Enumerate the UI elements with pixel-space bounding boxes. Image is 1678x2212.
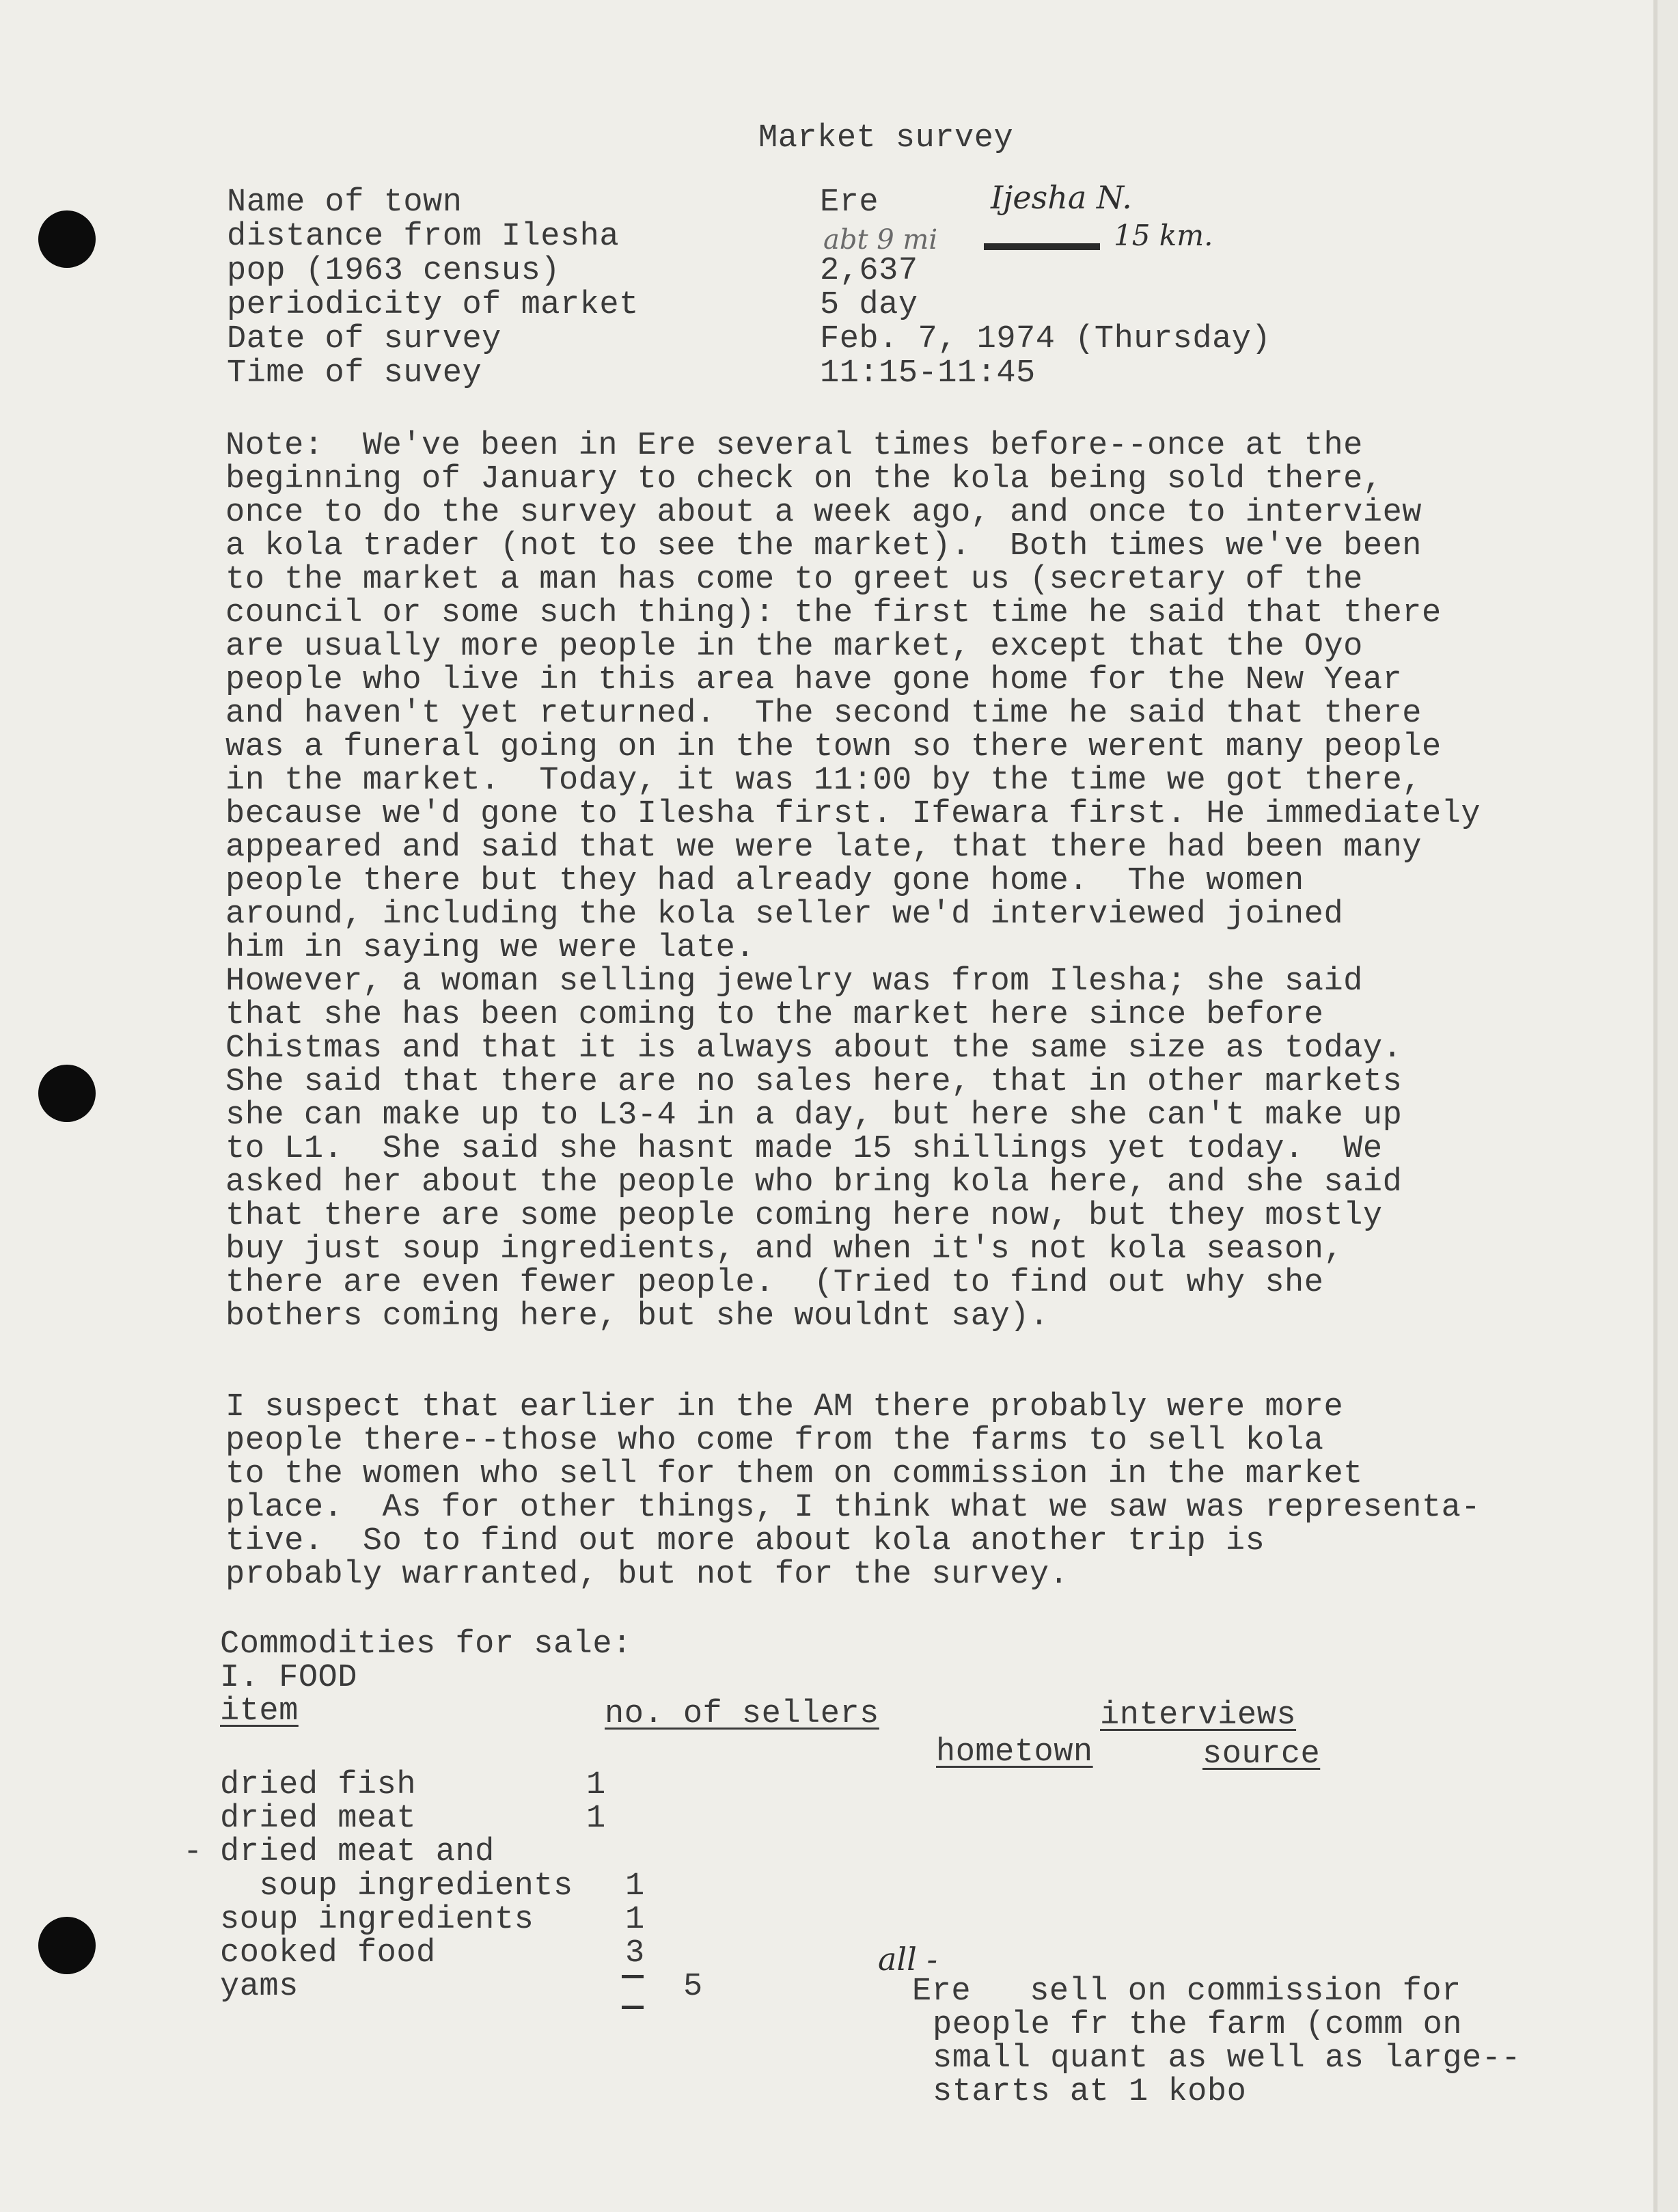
note-line: buy just soup ingredients, and when it's not kola season, bbox=[225, 1231, 1344, 1268]
note-line: that there are some people coming here now, but they mostly bbox=[225, 1198, 1383, 1234]
note-line: because we'd gone to Ilesha first. Ifewara first. He immediately bbox=[225, 796, 1481, 832]
note-line: and haven't yet returned. The second time he said that there bbox=[225, 696, 1422, 732]
field-label: pop (1963 census) bbox=[227, 253, 560, 289]
note-line: to L1. She said she hasnt made 15 shillings yet today. We bbox=[225, 1131, 1383, 1167]
field-value: 5 day bbox=[820, 287, 918, 323]
note-line: council or some such thing): the first time he said that there bbox=[225, 595, 1442, 631]
table-row-item: dried meat bbox=[220, 1801, 417, 1837]
note-line: She said that there are no sales here, that in other markets bbox=[225, 1064, 1403, 1100]
table-row-item: dried meat and bbox=[220, 1834, 495, 1870]
note-line: once to do the survey about a week ago, and once to interview bbox=[225, 495, 1422, 531]
note-line: a kola trader (not to see the market). Both times we've been bbox=[225, 528, 1422, 564]
yams-note-line: Ere sell on commission for bbox=[912, 1974, 1461, 2010]
suspect-line: place. As for other things, I think what we saw was representa- bbox=[225, 1490, 1481, 1526]
table-row-item: soup ingredients bbox=[220, 1868, 573, 1904]
note-line: bothers coming here, but she wouldnt say). bbox=[225, 1298, 1049, 1335]
note-line: are usually more people in the market, except that the Oyo bbox=[225, 629, 1363, 665]
handwritten-distance-km: 15 km. bbox=[1114, 219, 1213, 252]
section-food: I. FOOD bbox=[220, 1660, 357, 1696]
handwritten-all-mark: all - bbox=[878, 1941, 938, 1978]
note-line: appeared and said that we were late, that there had been many bbox=[225, 830, 1422, 866]
suspect-line: probably warranted, but not for the survey. bbox=[225, 1557, 1069, 1593]
note-line: around, including the kola seller we'd interviewed joined bbox=[225, 897, 1344, 933]
field-label: periodicity of market bbox=[227, 287, 639, 323]
table-row-item: soup ingredients bbox=[220, 1902, 534, 1938]
table-row-item: yams bbox=[220, 1969, 299, 2005]
table-row-sellers: 1 bbox=[625, 1902, 645, 1938]
field-label: distance from Ilesha bbox=[227, 219, 620, 255]
column-header-sellers: no. of sellers bbox=[605, 1696, 879, 1732]
field-value: 2,637 bbox=[820, 253, 918, 289]
note-line: people there but they had already gone home. The women bbox=[225, 863, 1304, 899]
binder-hole bbox=[38, 1065, 96, 1122]
column-header-source: source bbox=[1202, 1736, 1321, 1773]
note-line: Note: We've been in Ere several times before--once at the bbox=[225, 428, 1363, 464]
overtyped-mark bbox=[622, 1975, 644, 2009]
note-line: there are even fewer people. (Tried to find out why she bbox=[225, 1265, 1324, 1301]
table-row-sellers: 1 bbox=[586, 1767, 606, 1803]
note-line: him in saying we were late. bbox=[225, 930, 756, 966]
table-row-item: dried fish bbox=[220, 1767, 417, 1803]
table-row-sellers: 1 bbox=[625, 1868, 645, 1904]
field-value: Ere bbox=[820, 185, 879, 221]
yams-note-line: people fr the farm (comm on bbox=[933, 2007, 1463, 2043]
dash-mark: - bbox=[183, 1834, 203, 1870]
note-line: However, a woman selling jewelry was from Ilesha; she said bbox=[225, 964, 1363, 1000]
yams-note-line: small quant as well as large-- bbox=[933, 2040, 1522, 2077]
suspect-line: to the women who sell for them on commission in the market bbox=[225, 1456, 1363, 1492]
suspect-line: I suspect that earlier in the AM there probably were more bbox=[225, 1389, 1344, 1425]
note-line: she can make up to L3-4 in a day, but here she can't make up bbox=[225, 1097, 1403, 1134]
note-line: asked her about the people who bring kola here, and she said bbox=[225, 1164, 1403, 1201]
note-line: was a funeral going on in the town so there werent many people bbox=[225, 729, 1442, 765]
table-row-sellers: 5 bbox=[683, 1969, 703, 2005]
note-line: Chistmas and that it is always about the same size as today. bbox=[225, 1030, 1403, 1067]
column-header-interviews: interviews bbox=[1100, 1697, 1297, 1734]
column-header-hometown: hometown bbox=[936, 1734, 1093, 1771]
binder-hole bbox=[38, 1917, 96, 1974]
page-title: Market survey bbox=[758, 120, 1014, 156]
handwritten-town-note: Ijesha N. bbox=[991, 179, 1132, 216]
scribble-strikeout bbox=[984, 243, 1100, 250]
note-line: that she has been coming to the market here since before bbox=[225, 997, 1324, 1033]
note-line: in the market. Today, it was 11:00 by the time we got there, bbox=[225, 763, 1422, 799]
note-line: beginning of January to check on the kola being sold there, bbox=[225, 461, 1383, 497]
handwritten-distance-mi: abt 9 mi bbox=[823, 224, 938, 256]
column-header-item: item bbox=[220, 1693, 299, 1730]
note-line: people who live in this area have gone home for the New Year bbox=[225, 662, 1403, 698]
field-value: 11:15-11:45 bbox=[820, 355, 1036, 392]
binder-hole bbox=[38, 210, 96, 268]
field-value: Feb. 7, 1974 (Thursday) bbox=[820, 321, 1271, 357]
note-line: to the market a man has come to greet us (secretary of the bbox=[225, 562, 1363, 598]
table-row-sellers: 1 bbox=[586, 1801, 606, 1837]
table-row-sellers: 3 bbox=[625, 1935, 645, 1971]
field-label: Date of survey bbox=[227, 321, 501, 357]
suspect-line: people there--those who come from the farms to sell kola bbox=[225, 1423, 1324, 1459]
field-label: Time of suvey bbox=[227, 355, 482, 392]
field-label: Name of town bbox=[227, 185, 463, 221]
suspect-line: tive. So to find out more about kola another trip is bbox=[225, 1523, 1265, 1559]
yams-note-line: starts at 1 kobo bbox=[933, 2074, 1247, 2110]
table-row-item: cooked food bbox=[220, 1935, 436, 1971]
commodities-title: Commodities for sale: bbox=[220, 1626, 632, 1663]
